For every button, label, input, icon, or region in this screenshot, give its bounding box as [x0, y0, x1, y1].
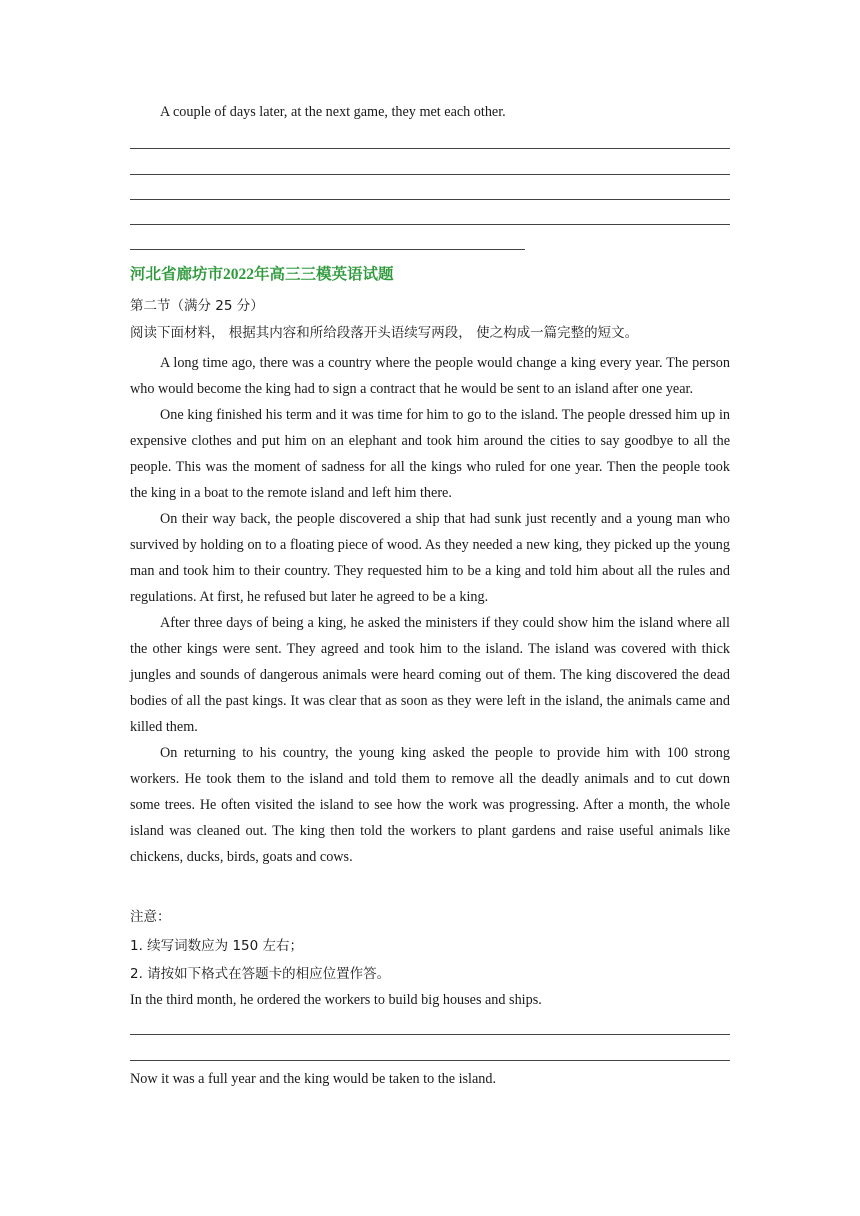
top-prompt: A couple of days later, at the next game, they met each other.	[160, 104, 506, 120]
passage-paragraph: On returning to his country, the young king asked the people to provide him with 100 strong workers. He took them to the island and told them to remove all the deadly animals and to cut down some trees. He often visited the island to see how the work was progressing. After a month, the whole island was cleaned out. The king then told the workers to plant gardens and raise useful animals like chickens, ducks, birds, goats and cows.	[130, 745, 730, 865]
passage-paragraph: A long time ago, there was a country where the people would change a king every year. The person who would become the king had to sign a contract that he would be sent to an island after one year.	[130, 355, 730, 397]
answer-line	[130, 199, 730, 200]
answer-line	[130, 224, 730, 225]
answer-line	[130, 148, 730, 149]
instruction: 阅读下面材料， 根据其内容和所给段落开头语续写两段， 使之构成一篇完整的短文。	[130, 325, 639, 341]
passage-paragraph: One king finished his term and it was time for him to go to the island. The people dressed him up in expensive clothes and put him on an elephant and took him around the cities to say goodbye to all the people. This was the moment of sadness for all the kings who ruled for one year. Then the people took the king in a boat to the remote island and left him there.	[130, 407, 730, 501]
note-item: 1. 续写词数应为 150 左右；	[130, 938, 304, 954]
section-heading: 河北省廊坊市2022年高三三模英语试题	[130, 266, 394, 283]
passage-paragraph: After three days of being a king, he asked the ministers if they could show him the island where all the other kings were sent. They agreed and took him to the island. The island was covered with thick jungles and sounds of dangerous animals were heard coming out of them. The king discovered the dead bodies of all the past kings. It was clear that as soon as they were left in the island, the animals came and killed them.	[130, 615, 730, 735]
passage	[130, 350, 730, 870]
continuation-prompt: Now it was a full year and the king would be taken to the island.	[130, 1071, 497, 1087]
notes-label: 注意：	[130, 909, 171, 925]
note-item: 2. 请按如下格式在答题卡的相应位置作答。	[130, 966, 391, 982]
passage-paragraph: On their way back, the people discovered a ship that had sunk just recently and a young man who survived by holding on to a floating piece of wood. As they needed a new king, they picked up the young man and took him to their country. They requested him to be a king and told him about all the rules and regulations. At first, he refused but later he agreed to be a king.	[130, 511, 730, 605]
answer-line	[130, 1060, 730, 1061]
answer-line	[130, 249, 525, 250]
answer-line	[130, 1034, 730, 1035]
answer-line	[130, 174, 730, 175]
section-label: 第二节（满分 25 分）	[130, 298, 264, 314]
continuation-prompt: In the third month, he ordered the workers to build big houses and ships.	[130, 992, 542, 1008]
